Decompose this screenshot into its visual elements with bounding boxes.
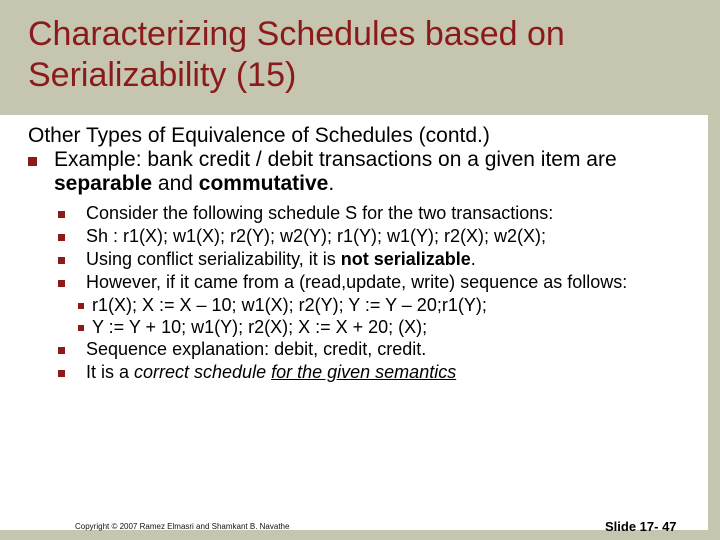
sub-bullet-schedule: Sh : r1(X); w1(X); r2(Y); w2(Y); r1(Y); w1(Y); r2(X); w2(X); [57,225,708,248]
slide-number: Slide 17- 47 [605,519,677,534]
square-bullet-icon [58,370,65,377]
square-bullet-icon [58,234,65,241]
sub-sub-bullet-seq1: r1(X); X := X – 10; w1(X); r2(Y); Y := Y – 20;r1(Y); [57,294,708,316]
slide-title: Characterizing Schedules based on Serializability (15) [28,15,565,94]
square-bullet-icon [28,157,37,166]
slide-content [28,124,708,384]
sub-bullet-explanation: Sequence explanation: debit, credit, credit. [57,338,708,361]
square-bullet-icon [78,303,84,309]
sub-bullet-list [57,202,708,384]
sub-sub-bullet-seq2: Y := Y + 10; w1(Y); r2(X); X := X + 20; (X); [57,316,708,338]
sub-bullet-however: However, if it came from a (read,update, write) sequence as follows: [57,271,708,294]
square-bullet-icon [78,325,84,331]
copyright-footer: Copyright © 2007 Ramez Elmasri and Shamkant B. Navathe [75,522,290,531]
right-border-bar [708,115,720,530]
square-bullet-icon [58,257,65,264]
square-bullet-icon [58,347,65,354]
section-heading: Other Types of Equivalence of Schedules (contd.) [28,124,490,147]
sub-bullet-correct: It is a correct schedule for the given semantics [57,361,708,384]
sub-bullet-consider: Consider the following schedule S for the two transactions: [57,202,708,225]
sub-bullet-conflict: Using conflict serializability, it is not serializable. [57,248,708,271]
square-bullet-icon [58,280,65,287]
bullet-example: Example: bank credit / debit transactions on a given item are separable and commutative. [28,148,708,196]
square-bullet-icon [58,211,65,218]
